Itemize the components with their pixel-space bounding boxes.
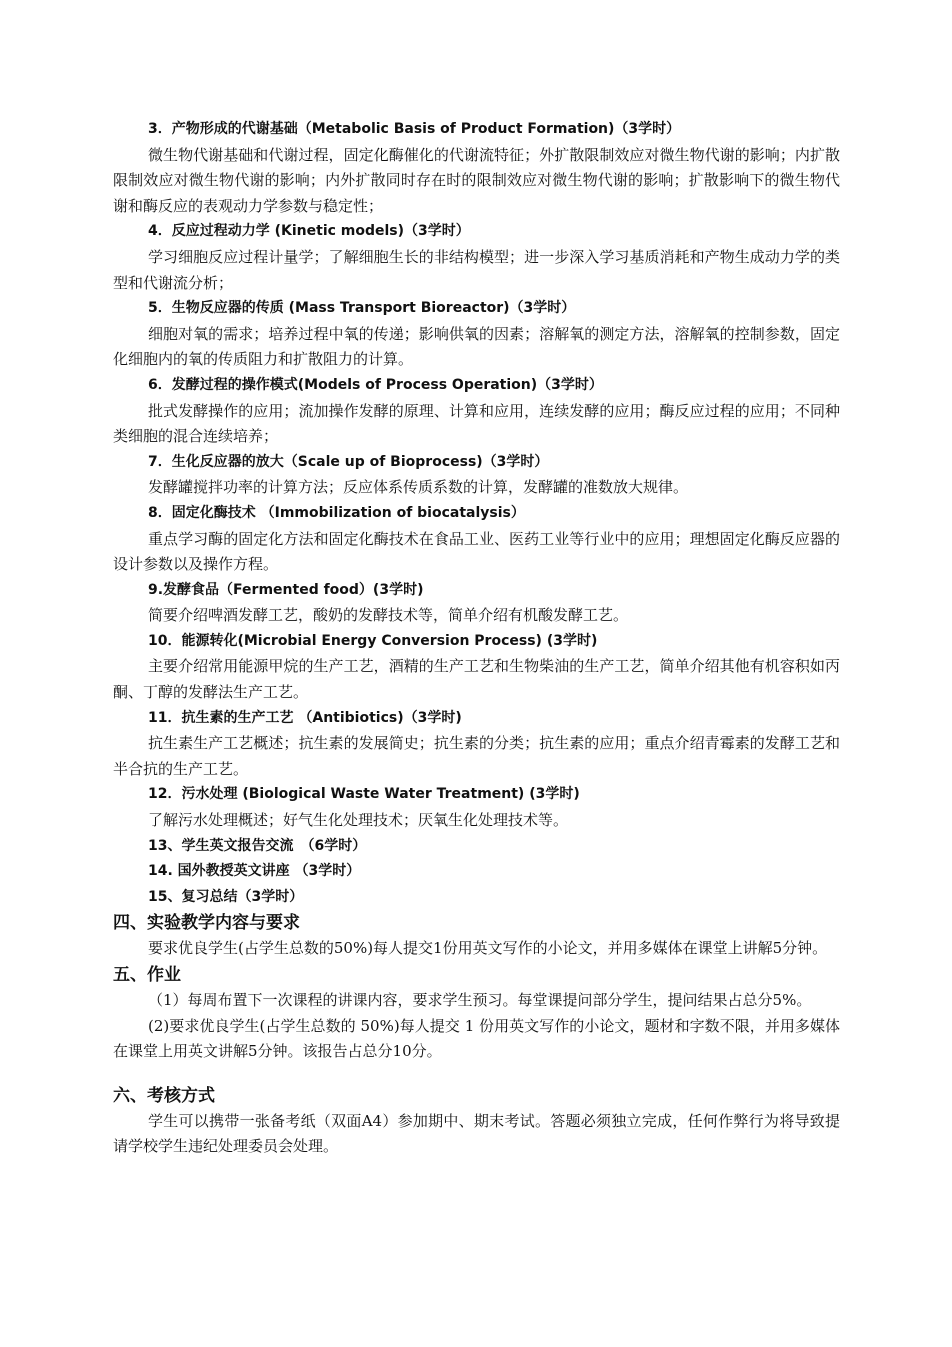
section-7-body: 发酵罐搅拌功率的计算方法；反应体系传质系数的计算，发酵罐的准数放大规律。 <box>148 478 689 497</box>
section-10-heading: 10．能源转化(Microbial Energy Conversion Process) (3学时) <box>148 632 598 649</box>
section-12-heading: 12．污水处理 (Biological Waste Water Treatment) (3学时) <box>148 786 580 803</box>
part-6-heading: 六、考核方式 <box>113 1085 215 1106</box>
section-4-body: 学习细胞反应过程计量学；了解细胞生长的非结构模型；进一步深入学习基质消耗和产物生成动力学的类型和代谢流分析； <box>113 247 840 292</box>
section-13-heading: 13、学生英文报告交流 （6学时） <box>148 837 367 854</box>
document-body <box>113 117 840 1160</box>
part-6-body: 学生可以携带一张备考纸（双面A4）参加期中、期末考试。答题必须独立完成，任何作弊行为将导致提请学校学生违纪处理委员会处理。 <box>113 1111 840 1156</box>
section-4-heading: 4．反应过程动力学 (Kinetic models)（3学时） <box>148 223 470 240</box>
homework-item-2: (2)要求优良学生(占学生总数的 50%)每人提交 1 份用英文写作的小论文，题材和字数不限，并用多媒体在课堂上用英文讲解5分钟。该报告占总分10分。 <box>113 1016 840 1061</box>
homework-item-1: （1）每周布置下一次课程的讲课内容，要求学生预习。每堂课提问部分学生，提问结果占总分5%。 <box>148 991 812 1009</box>
section-15-heading: 15、复习总结（3学时） <box>148 888 304 905</box>
section-3-heading: 3．产物形成的代谢基础（Metabolic Basis of Product Formation)（3学时） <box>148 121 681 137</box>
section-11-heading: 11．抗生素的生产工艺 （Antibiotics)（3学时) <box>148 709 462 726</box>
section-14-heading: 14. 国外教授英文讲座 （3学时） <box>148 863 361 880</box>
section-5-body: 细胞对氧的需求；培养过程中氧的传递；影响供氧的因素；溶解氧的测定方法，溶解氧的控制参数，固定化细胞内的氧的传质阻力和扩散阻力的计算。 <box>113 324 840 369</box>
section-7-heading: 7．生化反应器的放大（Scale up of Bioprocess)（3学时） <box>148 453 549 470</box>
section-6-heading: 6．发酵过程的操作模式(Models of Process Operation)（3学时） <box>148 376 603 393</box>
section-10-body: 主要介绍常用能源甲烷的生产工艺，酒精的生产工艺和生物柴油的生产工艺，简单介绍其他有机容积如丙酮、丁醇的发酵法生产工艺。 <box>113 657 840 702</box>
part-5-heading: 五、作业 <box>113 965 181 985</box>
section-9-heading: 9.发酵食品（Fermented food）(3学时) <box>148 581 424 598</box>
part-4-body: 要求优良学生(占学生总数的50%)每人提交1份用英文写作的小论文，并用多媒体在课堂上讲解5分钟。 <box>148 939 828 958</box>
section-12-body: 了解污水处理概述；好气生化处理技术；厌氧生化处理技术等。 <box>148 811 569 830</box>
part-4-heading: 四、实验教学内容与要求 <box>113 913 300 934</box>
section-11-body: 抗生素生产工艺概述；抗生素的发展简史；抗生素的分类；抗生素的应用；重点介绍青霉素的发酵工艺和半合抗的生产工艺。 <box>113 734 840 778</box>
section-3-body: 微生物代谢基础和代谢过程，固定化酶催化的代谢流特征；外扩散限制效应对微生物代谢的影响；内扩散限制效应对微生物代谢的影响；内外扩散同时存在时的限制效应对微生物代谢的影响；扩散影响下的微生物代谢和酶反应的表观动力学参数与稳定性； <box>113 145 840 215</box>
section-8-body: 重点学习酶的固定化方法和固定化酶技术在食品工业、医药工业等行业中的应用；理想固定化酶反应器的设计参数以及操作方程。 <box>113 529 840 574</box>
section-5-heading: 5．生物反应器的传质 (Mass Transport Bioreactor)（3学时） <box>148 300 576 317</box>
section-6-body: 批式发酵操作的应用；流加操作发酵的原理、计算和应用，连续发酵的应用；酶反应过程的应用；不同种类细胞的混合连续培养； <box>113 401 840 446</box>
section-9-body: 简要介绍啤酒发酵工艺，酸奶的发酵技术等，简单介绍有机酸发酵工艺。 <box>148 606 629 625</box>
section-8-heading: 8．固定化酶技术 （Immobilization of biocatalysis） <box>148 504 525 521</box>
